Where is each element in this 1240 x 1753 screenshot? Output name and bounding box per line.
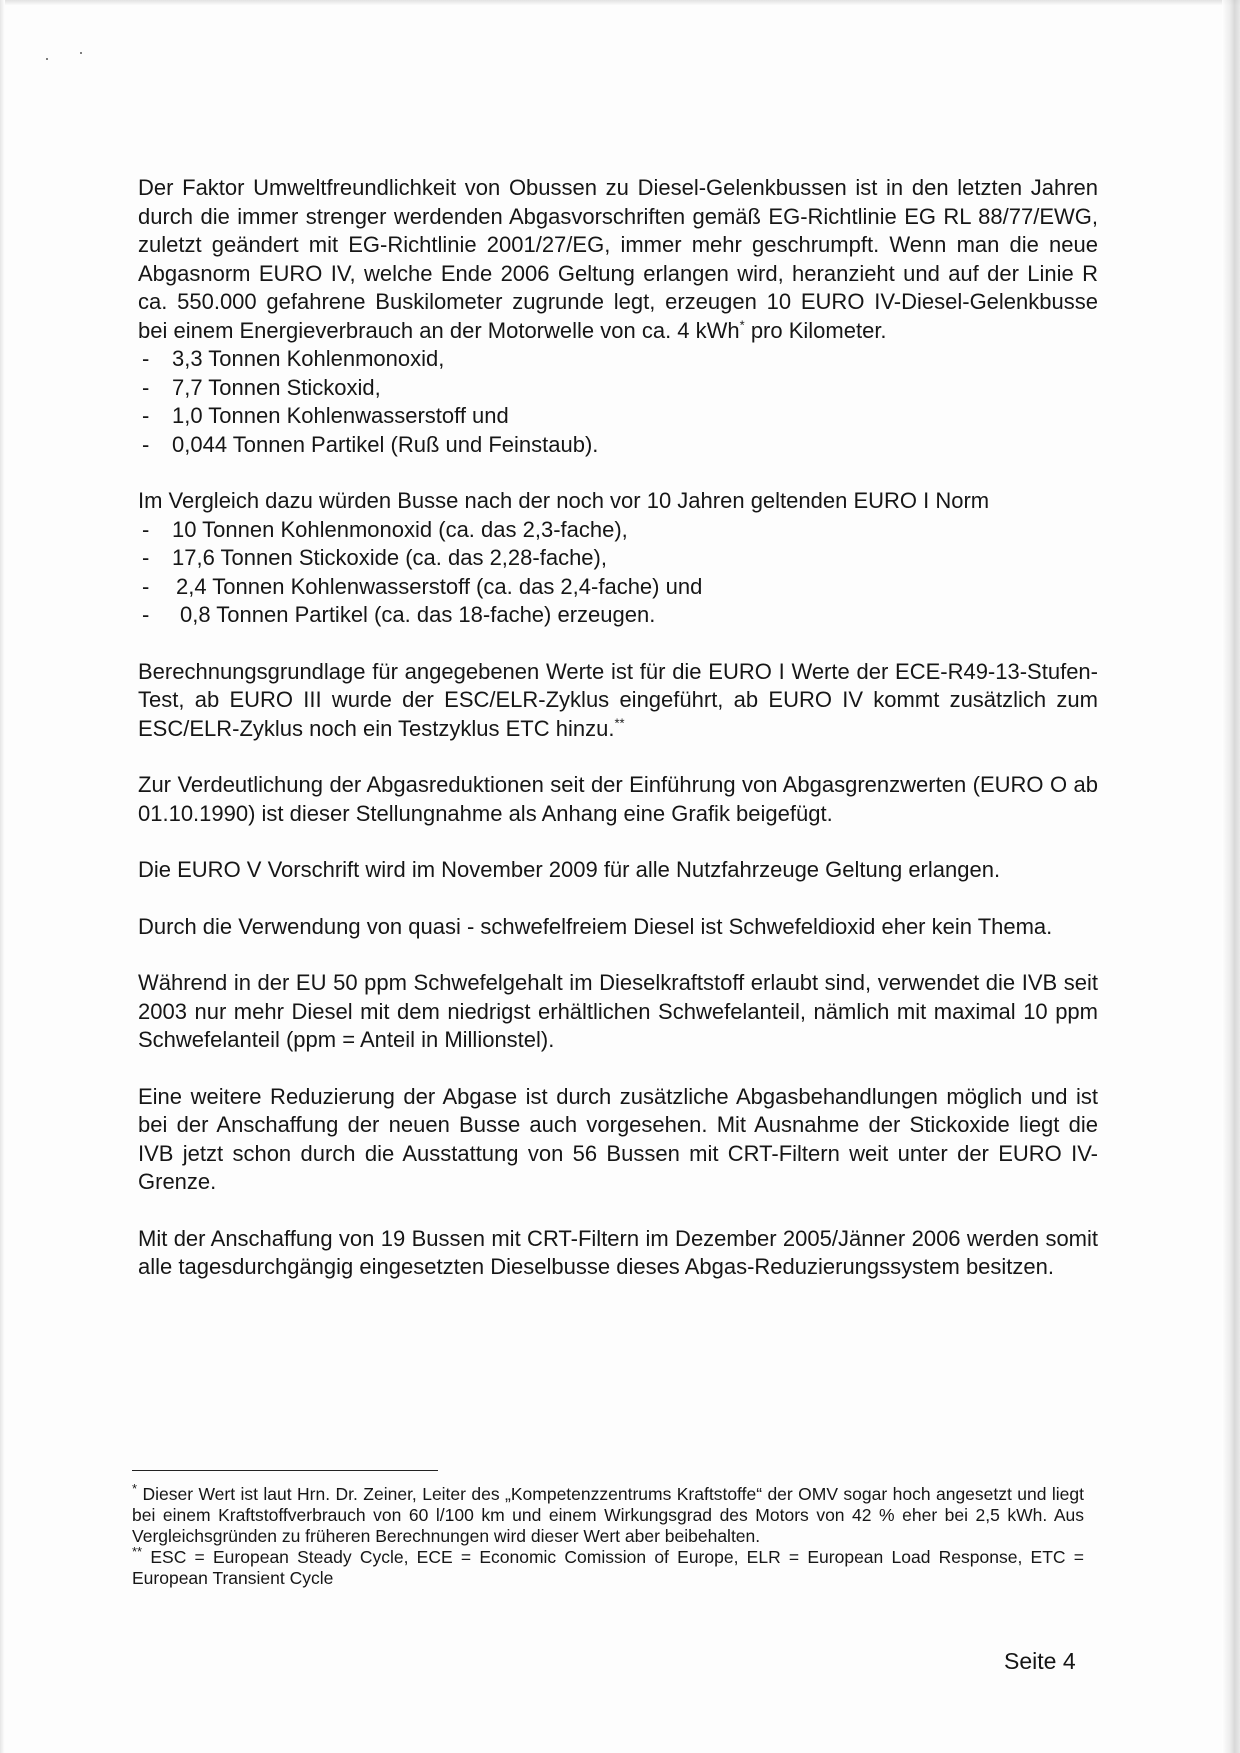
- paragraph-tail: pro Kilometer.: [744, 317, 887, 343]
- paragraph-further-reduction: Eine weitere Reduzierung der Abgase ist durch zusätzliche Abgasbehandlungen möglich und ist bei der Anschaffung der neuen Busse auch vorgesehen. Mit Ausnahme der Stickoxide liegt die IVB jetzt schon durch die Ausstattung von 56 Bussen mit CRT-Filtern weit unter der EURO IV-Grenze.: [138, 1083, 1098, 1194]
- paragraph-crt-filters: Mit der Anschaffung von 19 Bussen mit CRT-Filtern im Dezember 2005/Jänner 2006 werden somit alle tagesdurchgängig eingesetzten Dieselbusse dieses Abgas-Reduzierungssystem besitzen.: [138, 1225, 1098, 1279]
- list-item: - 17,6 Tonnen Stickoxide (ca. das 2,28-fache),: [138, 544, 1098, 573]
- footnote-2-marker: **: [132, 1544, 143, 1560]
- list-item: - 0,044 Tonnen Partikel (Ruß und Feinstaub).: [138, 431, 1098, 460]
- footnotes: [132, 1481, 1084, 1589]
- list-item: - 10 Tonnen Kohlenmonoxid (ca. das 2,3-fache),: [138, 516, 1098, 545]
- footnote-1-text: Dieser Wert ist laut Hrn. Dr. Zeiner, Leiter des „Kompetenzzentrums Kraftstoffe“ der OMV sogar hoch angesetzt und liegt bei einem Kraftstoffverbrauch von 60 l/100 km und einem Wirkungsgrad des Motors von 42 % eher bei 2,5 kWh. Aus Vergleichsgründen zu früheren Berechnungen wird dieser Wert aber beibehalten.: [132, 1484, 1084, 1546]
- list-item: - 0,8 Tonnen Partikel (ca. das 18-fache) erzeugen.: [138, 601, 1098, 630]
- paragraph-emissions-intro: [138, 174, 1098, 345]
- paragraph-text: Der Faktor Umweltfreundlichkeit von Obussen zu Diesel-Gelenkbussen ist in den letzten Jahren durch die immer strenger werdenden Abgasvorschriften gemäß EG-Richtlinie EG RL 88/77/EWG, zuletzt geändert mit EG-Richtlinie 2001/27/EG, immer mehr geschrumpft. Wenn man die neue Abgasnorm EURO IV, welche Ende 2006 Geltung erlangen wird, heranzieht und auf der Linie R ca. 550.000 gefahrene Buskilometer zugrunde legt, erzeugen 10 EURO IV-Diesel-Gelenkbusse bei einem Energieverbrauch an der Motorwelle von ca. 4 kWh: [138, 175, 1098, 343]
- page-number: Seite 4: [1004, 1648, 1076, 1674]
- paragraph-text: Berechnungsgrundlage für angegebenen Werte ist für die EURO I Werte der ECE-R49-13-Stufen-Test, ab EURO III wurde der ESC/ELR-Zyklus eingeführt, ab EURO IV kommt zusätzlich zum ESC/ELR-Zyklus noch ein Testzyklus ETC hinzu.: [138, 658, 1098, 741]
- list-item: - 7,7 Tonnen Stickoxid,: [138, 374, 1098, 403]
- list-item: - 1,0 Tonnen Kohlenwasserstoff und: [138, 402, 1098, 431]
- scan-edge-right: [1222, 0, 1240, 1753]
- list-item: - 2,4 Tonnen Kohlenwasserstoff (ca. das 2,4-fache) und: [138, 573, 1098, 602]
- footnote-2-text: ESC = European Steady Cycle, ECE = Economic Comission of Europe, ELR = European Load Response, ETC = European Transient Cycle: [132, 1547, 1084, 1588]
- footnote-1: [132, 1481, 1084, 1547]
- scan-edge-top: [0, 0, 1240, 6]
- footnote-marker-2: **: [614, 715, 625, 731]
- footnote-marker-1: *: [739, 317, 745, 333]
- scan-speck: [46, 58, 48, 60]
- paragraph-euro-i-comparison: Im Vergleich dazu würden Busse nach der noch vor 10 Jahren geltenden EURO I Norm: [138, 488, 990, 513]
- paragraph-euro-v: Die EURO V Vorschrift wird im November 2009 für alle Nutzfahrzeuge Geltung erlangen.: [138, 857, 1001, 882]
- euro-iv-emissions-list: [138, 345, 1098, 459]
- footnote-separator: [132, 1470, 438, 1471]
- footnote-2: [132, 1544, 1084, 1589]
- list-item: - 3,3 Tonnen Kohlenmonoxid,: [138, 345, 1098, 374]
- scan-speck: [80, 52, 82, 54]
- paragraph-sulfur-content: Während in der EU 50 ppm Schwefelgehalt im Dieselkraftstoff erlaubt sind, verwendet die IVB seit 2003 nur mehr Diesel mit dem niedrigst erhältlichen Schwefelanteil, nämlich mit maximal 10 ppm Schwefelanteil (ppm = Anteil in Millionstel).: [138, 970, 1098, 1052]
- paragraph-calculation-basis: [138, 658, 1098, 744]
- euro-i-emissions-list: [138, 516, 1098, 630]
- footnote-1-marker: *: [132, 1481, 138, 1497]
- document-body: [138, 174, 1098, 1310]
- paragraph-sulfur-free-diesel: Durch die Verwendung von quasi - schwefelfreiem Diesel ist Schwefeldioxid eher kein Thema.: [138, 913, 1053, 939]
- scan-edge-left: [0, 0, 5, 1753]
- paragraph-graphic-reference: Zur Verdeutlichung der Abgasreduktionen seit der Einführung von Abgasgrenzwerten (EURO O ab 01.10.1990) ist dieser Stellungnahme als Anhang eine Grafik beigefügt.: [138, 772, 1098, 826]
